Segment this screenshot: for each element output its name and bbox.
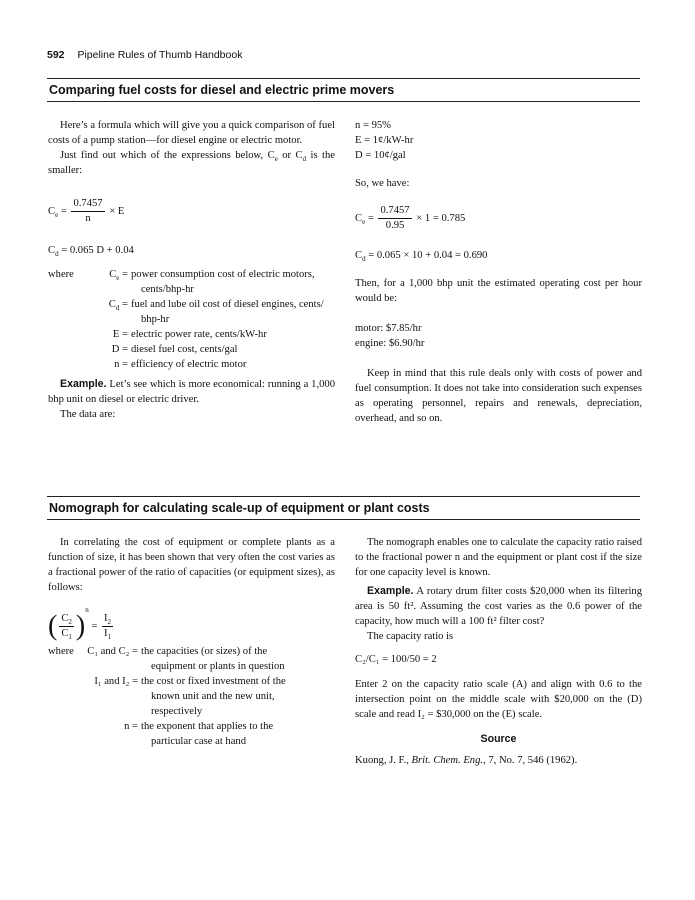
section2-right-column: The nomograph enables one to calculate the capacity ratio raised to the fractional power n and the equipment or plant cost if the size for one capacity level is known. Example. A rotary drum filter costs $20,000 when its filtering area is 50 ft². Assuming the cost varies as the 0.6 power of the capacity, how much will a 100 ft² filter cost? The capacity ratio is C₂/C₁ = 100/50 = 2 Enter 2 on the capacity ratio scale (A) and align with 0.6 to the intersection point on the middle scale with $20,000 on the (D) scale and read I₂ = $30,000 on the (E) scale. Source Kuong, J. F., Brit. Chem. Eng., 7, No. 7, 546 (1962).: [355, 537, 642, 766]
equation-ce: $C_e$ = $\frac{0.7457}{n}$ × E: [48, 198, 125, 224]
section2-definitions: [48, 644, 338, 749]
section2-where: where: [48, 646, 74, 657]
data-n: n = 95%: [355, 120, 391, 131]
definition-row: E = electric power rate, cents/kW-hr: [112, 329, 267, 340]
page-number: 592: [47, 49, 65, 61]
running-header: [47, 48, 242, 63]
source-heading: Source: [480, 733, 517, 745]
section1-top-rule: [47, 78, 640, 79]
data-e: E = 1¢/kW-hr: [355, 135, 414, 146]
section1-left-column: [48, 118, 335, 178]
equation-ce-result: $C_e$ = $\frac{0.7457}{0.95}$ × 1 = 0.785: [355, 205, 466, 231]
section1-intro: Here’s a formula which will give you a quick comparison of fuel costs of a pump station—for diesel engine or electric motor.: [48, 120, 335, 146]
data-intro: The data are:: [60, 409, 116, 420]
example-label: Example.: [367, 585, 414, 597]
section2-left-column: [48, 535, 335, 595]
equation-scaleup: ( $\frac{C_2}{C_1}$ )$^n$ = $\frac{I_2}{I_1}$: [48, 606, 112, 642]
data-d: D = 10¢/gal: [355, 150, 406, 161]
section1-right-column: [355, 118, 642, 163]
section1-intro2: Just find out which of the expressions below, $C_e$ or $C_d$ is the smaller:: [48, 150, 336, 176]
motor-cost: motor: $7.85/hr: [355, 323, 422, 334]
then-text: Then, for a 1,000 bhp unit the estimated operating cost per hour would be:: [355, 278, 642, 304]
section1-title: Comparing fuel costs for diesel and electric prime movers: [49, 83, 395, 97]
source-citation: Kuong, J. F., Brit. Chem. Eng., 7, No. 7, 546 (1962).: [355, 755, 578, 766]
section1-title-rule: [47, 101, 640, 102]
engine-cost: engine: $6.90/hr: [355, 338, 425, 349]
definition-row: $C_e$ = power consumption cost of electric motors, cents/bhp-hr: [109, 269, 315, 295]
book-title: Pipeline Rules of Thumb Handbook: [77, 49, 243, 61]
closing-text: Keep in mind that this rule deals only with costs of power and fuel consumption. It does not take into consideration such expenses as operating personnel, repairs and renewals, depreciation, overhead, and so on.: [355, 368, 642, 424]
section2-title: Nomograph for calculating scale-up of equipment or plant costs: [49, 501, 430, 515]
section2-title-rule: [47, 519, 640, 520]
section1-definitions: [48, 267, 338, 372]
example-label: Example.: [60, 378, 107, 390]
section1-where: where: [48, 269, 74, 280]
definition-row: C₁ and C₂ = the capacities (or sizes) of the equipment or plants in question: [87, 646, 285, 672]
ratio-equation: C₂/C₁ = 100/50 = 2: [355, 654, 437, 665]
section2-top-rule: [47, 496, 640, 497]
section2-intro: In correlating the cost of equipment or complete plants as a function of size, it has been shown that very often the cost varies as a fractional power of the ratio of capacities (or equipment sizes), as follows:: [48, 537, 335, 593]
enter-text: Enter 2 on the capacity ratio scale (A) and align with 0.6 to the intersection point on the middle scale with $20,000 on the (D) scale and read I₂ = $30,000 on the (E) scale.: [355, 679, 642, 720]
equation-cd-result: $C_d = 0.065 \times 10 + 0.04 = 0.690$: [355, 250, 488, 264]
definition-row: $C_d$ = fuel and lube oil cost of diesel engines, cents/ bhp-hr: [108, 299, 324, 325]
definition-row: I₁ and I₂ = the cost or fixed investment of the known unit and the new unit, respectively: [94, 676, 286, 717]
definition-row: D = diesel fuel cost, cents/gal: [111, 344, 238, 355]
ratio-intro: The capacity ratio is: [367, 631, 454, 642]
so-we-have: So, we have:: [355, 178, 410, 189]
definition-row: n = efficiency of electric motor: [114, 359, 247, 370]
equation-cd: $C_d = 0.065$ D + 0.04: [48, 245, 134, 259]
section2-right-intro: The nomograph enables one to calculate the capacity ratio raised to the fractional power n and the equipment or plant cost if the size for one capacity level is known.: [355, 537, 642, 578]
section1-example: Example. Let’s see which is more economical: running a 1,000 bhp unit on diesel or electric driver. The data are:: [48, 378, 335, 420]
section1-results: [355, 276, 642, 426]
definition-row: n = the exponent that applies to the particular case at hand: [124, 721, 274, 747]
